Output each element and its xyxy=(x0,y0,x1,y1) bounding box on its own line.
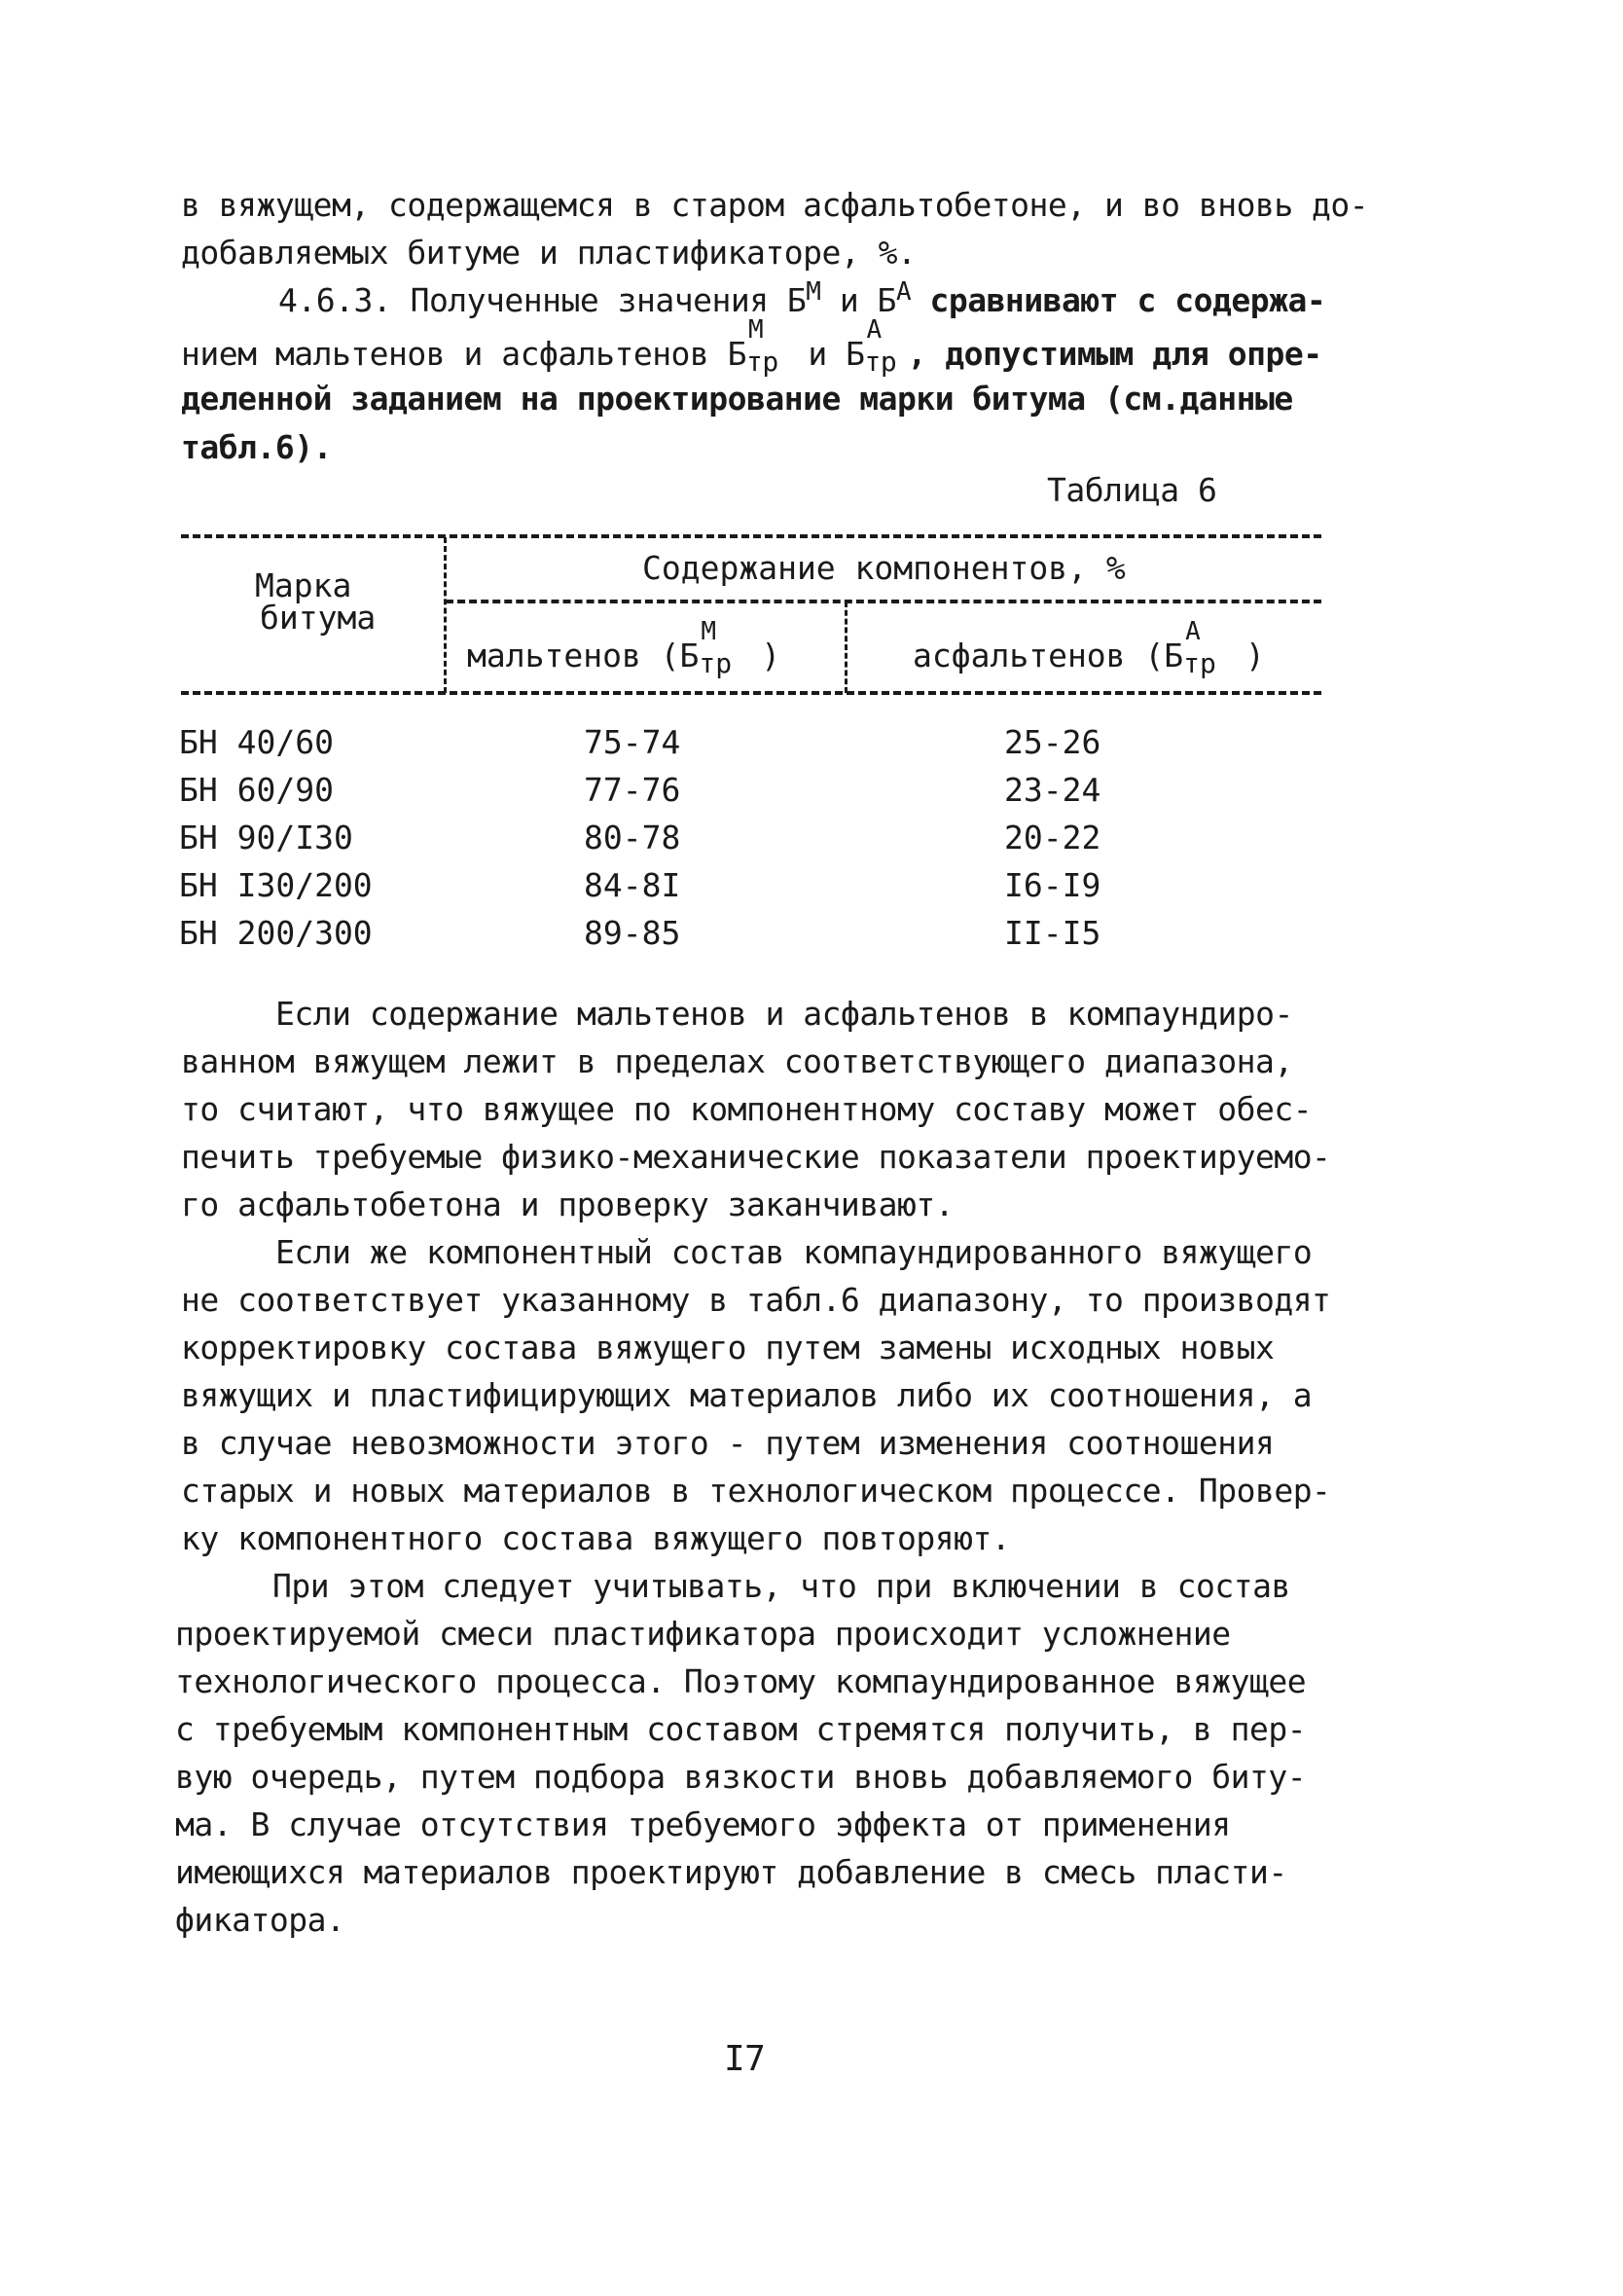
intro-line-2: добавляемых битуме и пластификаторе, %. xyxy=(181,234,917,272)
header-asphaltenes-text: ) xyxy=(1226,637,1265,674)
table-cell-maltenes: 75-74 xyxy=(584,723,681,761)
para1-line-2: ванном вяжущем лежит в пределах соответствующего диапазона, xyxy=(181,1042,1293,1080)
superscript-a: А xyxy=(895,277,912,307)
table-cell-grade: БН I30/200 xyxy=(179,866,373,904)
table-cell-grade: БН 200/300 xyxy=(179,914,373,952)
table-cell-grade: БН 60/90 xyxy=(179,771,334,809)
superscript-m: М xyxy=(701,617,717,646)
para1-line-5: го асфальтобетона и проверку заканчивают. xyxy=(181,1185,955,1223)
para-463-text: нием мальтенов и асфальтенов Б xyxy=(181,335,747,373)
para-463-text: и Б xyxy=(789,335,865,373)
para3-line-3: технологического процесса. Поэтому компаундированное вяжущее xyxy=(175,1662,1307,1700)
symbol-a-tr xyxy=(1183,617,1226,679)
table-header-bottom-rule xyxy=(181,691,1321,695)
para2-line-6: старых и новых материалов в технологическом процессе. Провер- xyxy=(181,1472,1331,1510)
table-vertical-rule-1 xyxy=(444,537,447,693)
para2-line-2: не соответствует указанному в табл.6 диапазону, то производят xyxy=(181,1281,1331,1319)
table-caption: Таблица 6 xyxy=(1047,471,1217,509)
symbol-m-tr xyxy=(746,315,789,378)
para-463-text: , допустимым для опре- xyxy=(907,335,1322,373)
para-463-text: сравнивают с содержа- xyxy=(911,281,1326,319)
superscript-m: М xyxy=(748,315,764,345)
para2-line-5: в случае невозможности этого - путем изменения соотношения xyxy=(181,1424,1275,1462)
para3-line-8: фикатора. xyxy=(175,1901,345,1939)
table-cell-maltenes: 89-85 xyxy=(584,914,681,952)
para3-line-7: имеющихся материалов проектируют добавление в смесь пласти- xyxy=(175,1853,1287,1891)
subscript-tr: тр xyxy=(699,647,733,679)
table-top-rule xyxy=(181,534,1321,538)
header-grade-line-2: битума xyxy=(260,599,377,637)
para3-line-1: При этом следует учитывать, что при включении в состав xyxy=(272,1567,1290,1605)
header-content: Содержание компонентов, % xyxy=(642,549,1126,587)
para1-line-3: то считают, что вяжущее по компонентному составу может обес- xyxy=(181,1090,1313,1128)
header-maltenes xyxy=(467,617,781,679)
page-number: I7 xyxy=(724,2039,766,2079)
superscript-a: А xyxy=(866,315,882,345)
para2-line-7: ку компонентного состава вяжущего повторяют. xyxy=(181,1519,1011,1557)
para3-line-2: проектируемой смеси пластификатора происходит усложнение xyxy=(175,1615,1231,1653)
table-cell-asphaltenes: I6-I9 xyxy=(1004,866,1101,904)
para2-line-4: вяжущих и пластифицирующих материалов либо их соотношения, а xyxy=(181,1376,1313,1414)
para3-line-6: ма. В случае отсутствия требуемого эффекта от применения xyxy=(175,1805,1231,1843)
table-cell-maltenes: 84-8I xyxy=(584,866,681,904)
table-cell-asphaltenes: 25-26 xyxy=(1004,723,1101,761)
symbol-m-tr xyxy=(699,617,741,679)
subscript-tr: тр xyxy=(864,346,897,378)
symbol-a-tr xyxy=(864,315,908,378)
header-asphaltenes xyxy=(913,617,1265,679)
subscript-tr: тр xyxy=(1183,647,1216,679)
table-cell-asphaltenes: II-I5 xyxy=(1004,914,1101,952)
para-463-line-3: деленной заданием на проектирование марки битума (см.данные xyxy=(181,380,1293,418)
table-cell-grade: БН 40/60 xyxy=(179,723,334,761)
header-maltenes-text: мальтенов (Б xyxy=(467,637,700,674)
para-463-text: и Б xyxy=(820,281,896,319)
para3-line-5: вую очередь, путем подбора вязкости вновь добавляемого биту- xyxy=(175,1758,1307,1796)
table-cell-maltenes: 77-76 xyxy=(584,771,681,809)
para1-line-1: Если содержание мальтенов и асфальтенов в компаундиро- xyxy=(275,995,1293,1033)
table-cell-maltenes: 80-78 xyxy=(584,819,681,856)
subscript-tr: тр xyxy=(746,346,778,378)
para1-line-4: печить требуемые физико-механические показатели проектируемо- xyxy=(181,1138,1331,1176)
header-grade-line-1: Марка xyxy=(255,566,352,604)
table-header-mid-rule xyxy=(446,600,1321,603)
table-cell-asphaltenes: 20-22 xyxy=(1004,819,1101,856)
para-463-line-4: табл.6). xyxy=(181,428,332,466)
header-maltenes-text: ) xyxy=(741,637,781,674)
header-asphaltenes-text: асфальтенов (Б xyxy=(913,637,1184,674)
table-cell-asphaltenes: 23-24 xyxy=(1004,771,1101,809)
para-463-line-2 xyxy=(181,315,1322,378)
table-cell-grade: БН 90/I30 xyxy=(179,819,353,856)
superscript-a: А xyxy=(1185,617,1201,646)
superscript-m: М xyxy=(806,277,821,307)
para-463-text: 4.6.3. Полученные значения Б xyxy=(278,281,807,319)
para2-line-3: корректировку состава вяжущего путем замены исходных новых xyxy=(181,1329,1275,1367)
para2-line-1: Если же компонентный состав компаундированного вяжущего xyxy=(275,1233,1313,1271)
para3-line-4: с требуемым компонентным составом стремятся получить, в пер- xyxy=(175,1710,1307,1748)
table-vertical-rule-2 xyxy=(845,601,848,693)
intro-line-1: в вяжущем, содержащемся в старом асфальтобетоне, и во вновь до- xyxy=(181,186,1369,224)
para-463-line-1 xyxy=(278,277,1326,319)
